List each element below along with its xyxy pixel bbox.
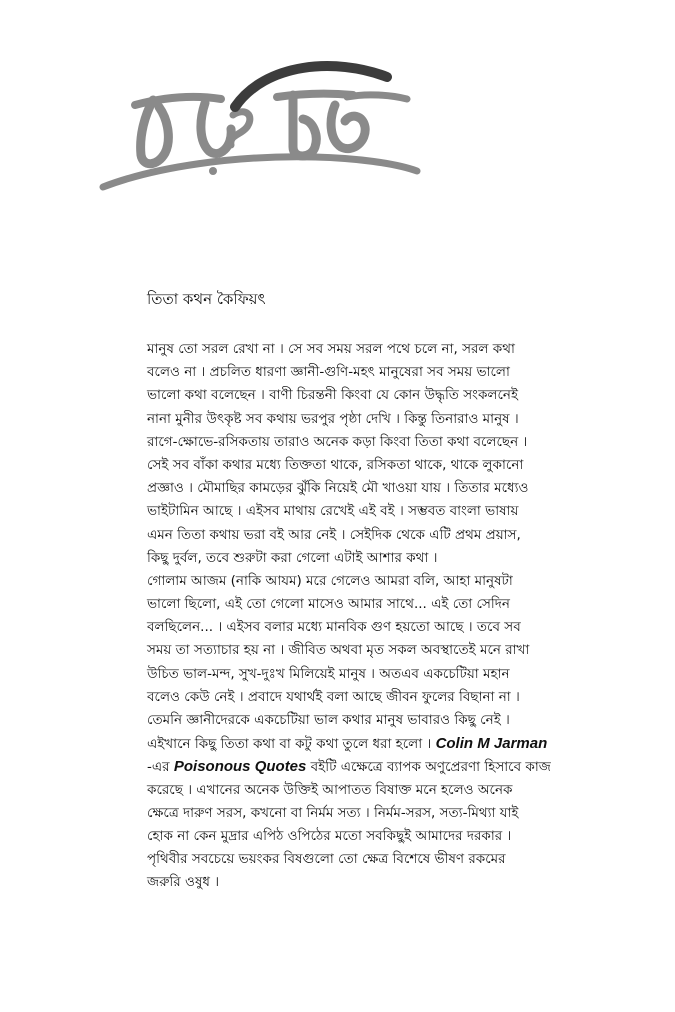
logo-stroke-7 (331, 105, 365, 149)
text-line (147, 593, 652, 616)
text-line (147, 361, 652, 384)
text-segment: মানুষ তো সরল রেখা না । সে সব সময় সরল পথে চলে না, সরল কথা (147, 341, 515, 357)
text-segment: -এর (147, 759, 174, 776)
text-line (147, 709, 652, 732)
text-segment: এইখানে কিছু তিতা কথা বা কটু কথা তুলে ধরা হলো । (147, 736, 436, 753)
latin-segment: Colin M Jarman (435, 735, 548, 753)
text-line (147, 616, 652, 639)
text-line (147, 871, 652, 894)
text-segment: কিছু দুর্বল, তবে শুরুটা করা গেলো এটাই আশার কথা । (147, 549, 438, 566)
text-segment: করেছে । এখানের অনেক উক্তিই আপাতত বিষাক্ত মনে হলেও অনেক (147, 781, 513, 798)
text-line (147, 639, 652, 662)
text-line (147, 547, 652, 570)
text-segment: নানা মুনীর উৎকৃষ্ট সব কথায় ভরপুর পৃষ্ঠা দেখি । কিন্তু তিনারাও মানুষ । (147, 410, 519, 427)
text-line (147, 663, 652, 686)
latin-segment: Poisonous Quotes (173, 758, 307, 776)
text-segment: বলেও কেউ নেই । প্রবাদে যথার্থই বলা আছে জীবন ফুলের বিছানা না । (147, 688, 520, 705)
protipokkho-logo (95, 55, 425, 205)
text-line (147, 408, 652, 431)
text-line (147, 477, 652, 500)
text-segment: রাগে-ক্ষোভে-রসিকতায় তারাও অনেক কড়া কিংবা তিতা কথা বলেছেন । (147, 433, 528, 450)
logo-dot (209, 167, 217, 175)
text-segment: তেমনি জ্ঞানীদেরকে একচেটিয়া ভাল কথার মানুষ ভাবারও কিছু নেই । (147, 712, 510, 728)
text-segment: ভালো ছিলো, এই তো গেলো মাসেও আমার সাথে... এই তো সেদিন (147, 596, 510, 613)
logo-artwork (95, 55, 425, 205)
text-line (147, 500, 652, 523)
logo-stroke-3 (201, 103, 231, 154)
text-segment: উচিত ভাল-মন্দ, সুখ-দুঃখ মিলিয়েই মানুষ । অতএব একচেটিয়া মহান (147, 665, 510, 682)
text-segment: প্রজ্ঞাও । মৌমাছির কামড়ের ঝুঁকি নিয়েই মৌ খাওয়া যায় । তিতার মধ্যেও (147, 480, 529, 497)
text-line (147, 732, 652, 755)
text-line (147, 848, 652, 871)
text-segment: ক্ষেত্রে দারুণ সরস, কখনো বা নির্মম সত্য । নির্মম-সরস, সত্য-মিথ্যা যাই (147, 804, 519, 821)
body-paragraph (147, 338, 652, 895)
section-title: তিতা কথন কৈফিয়ৎ (147, 290, 266, 308)
text-line (147, 431, 652, 454)
text-segment-after: বইটি এক্ষেত্রে ব্যাপক অণুপ্রেরণা হিসাবে কাজ (306, 759, 551, 776)
text-segment: সময় তা সত্যাচার হয় না । জীবিত অথবা মৃত সকল অবস্থাতেই মনে রাখা (147, 642, 530, 659)
text-line (147, 779, 652, 802)
text-segment: জরুরি ওষুধ । (147, 874, 220, 891)
text-line (147, 825, 652, 848)
text-line (147, 384, 652, 407)
text-segment: হোক না কেন মুদ্রার এপিঠ ওপিঠের মতো সবকিছুই আমাদের দরকার । (147, 827, 512, 844)
logo-stroke-5 (293, 95, 316, 156)
text-line (147, 524, 652, 547)
logo-stroke-6 (277, 94, 353, 97)
logo-stroke-8 (347, 95, 407, 99)
text-segment: সেই সব বাঁকা কথার মধ্যে তিক্ততা থাকে, রসিকতা থাকে, থাকে লুকানো (147, 456, 524, 473)
text-segment: ভাইটামিন আছে । এইসব মাথায় রেখেই এই বই । সম্ভবত বাংলা ভাষায় (147, 503, 519, 520)
text-segment: বলছিলেন... । এইসব বলার মধ্যে মানবিক গুণ হয়তো আছে । তবে সব (147, 619, 521, 636)
logo-stroke-1 (141, 100, 169, 164)
text-line (147, 338, 652, 361)
text-segment: গোলাম আজম (নাকি আযম) মরে গেলেও আমরা বলি, আহা মানুষটা (147, 572, 513, 589)
text-segment: পৃথিবীর সবচেয়ে ভয়ংকর বিষগুলো তো ক্ষেত্র বিশেষে ভীষণ রকমের (147, 851, 506, 868)
text-line (147, 686, 652, 709)
text-segment: ভালো কথা বলেছেন । বাণী চিরন্তনী কিংবা যে কোন উদ্ধৃতি সংকলনেই (147, 387, 518, 404)
text-line (147, 802, 652, 825)
logo-accent-arc (235, 66, 387, 107)
text-line (147, 755, 652, 778)
text-line (147, 570, 652, 593)
text-segment: বলেও না । প্রচলিত ধারণা জ্ঞানী-গুণি-মহৎ মানুষেরা সব সময় ভালো (147, 364, 510, 381)
text-segment: এমন তিতা কথায় ভরা বই আর নেই । সেইদিক থেকে এটি প্রথম প্রয়াস, (147, 526, 521, 543)
text-line (147, 454, 652, 477)
